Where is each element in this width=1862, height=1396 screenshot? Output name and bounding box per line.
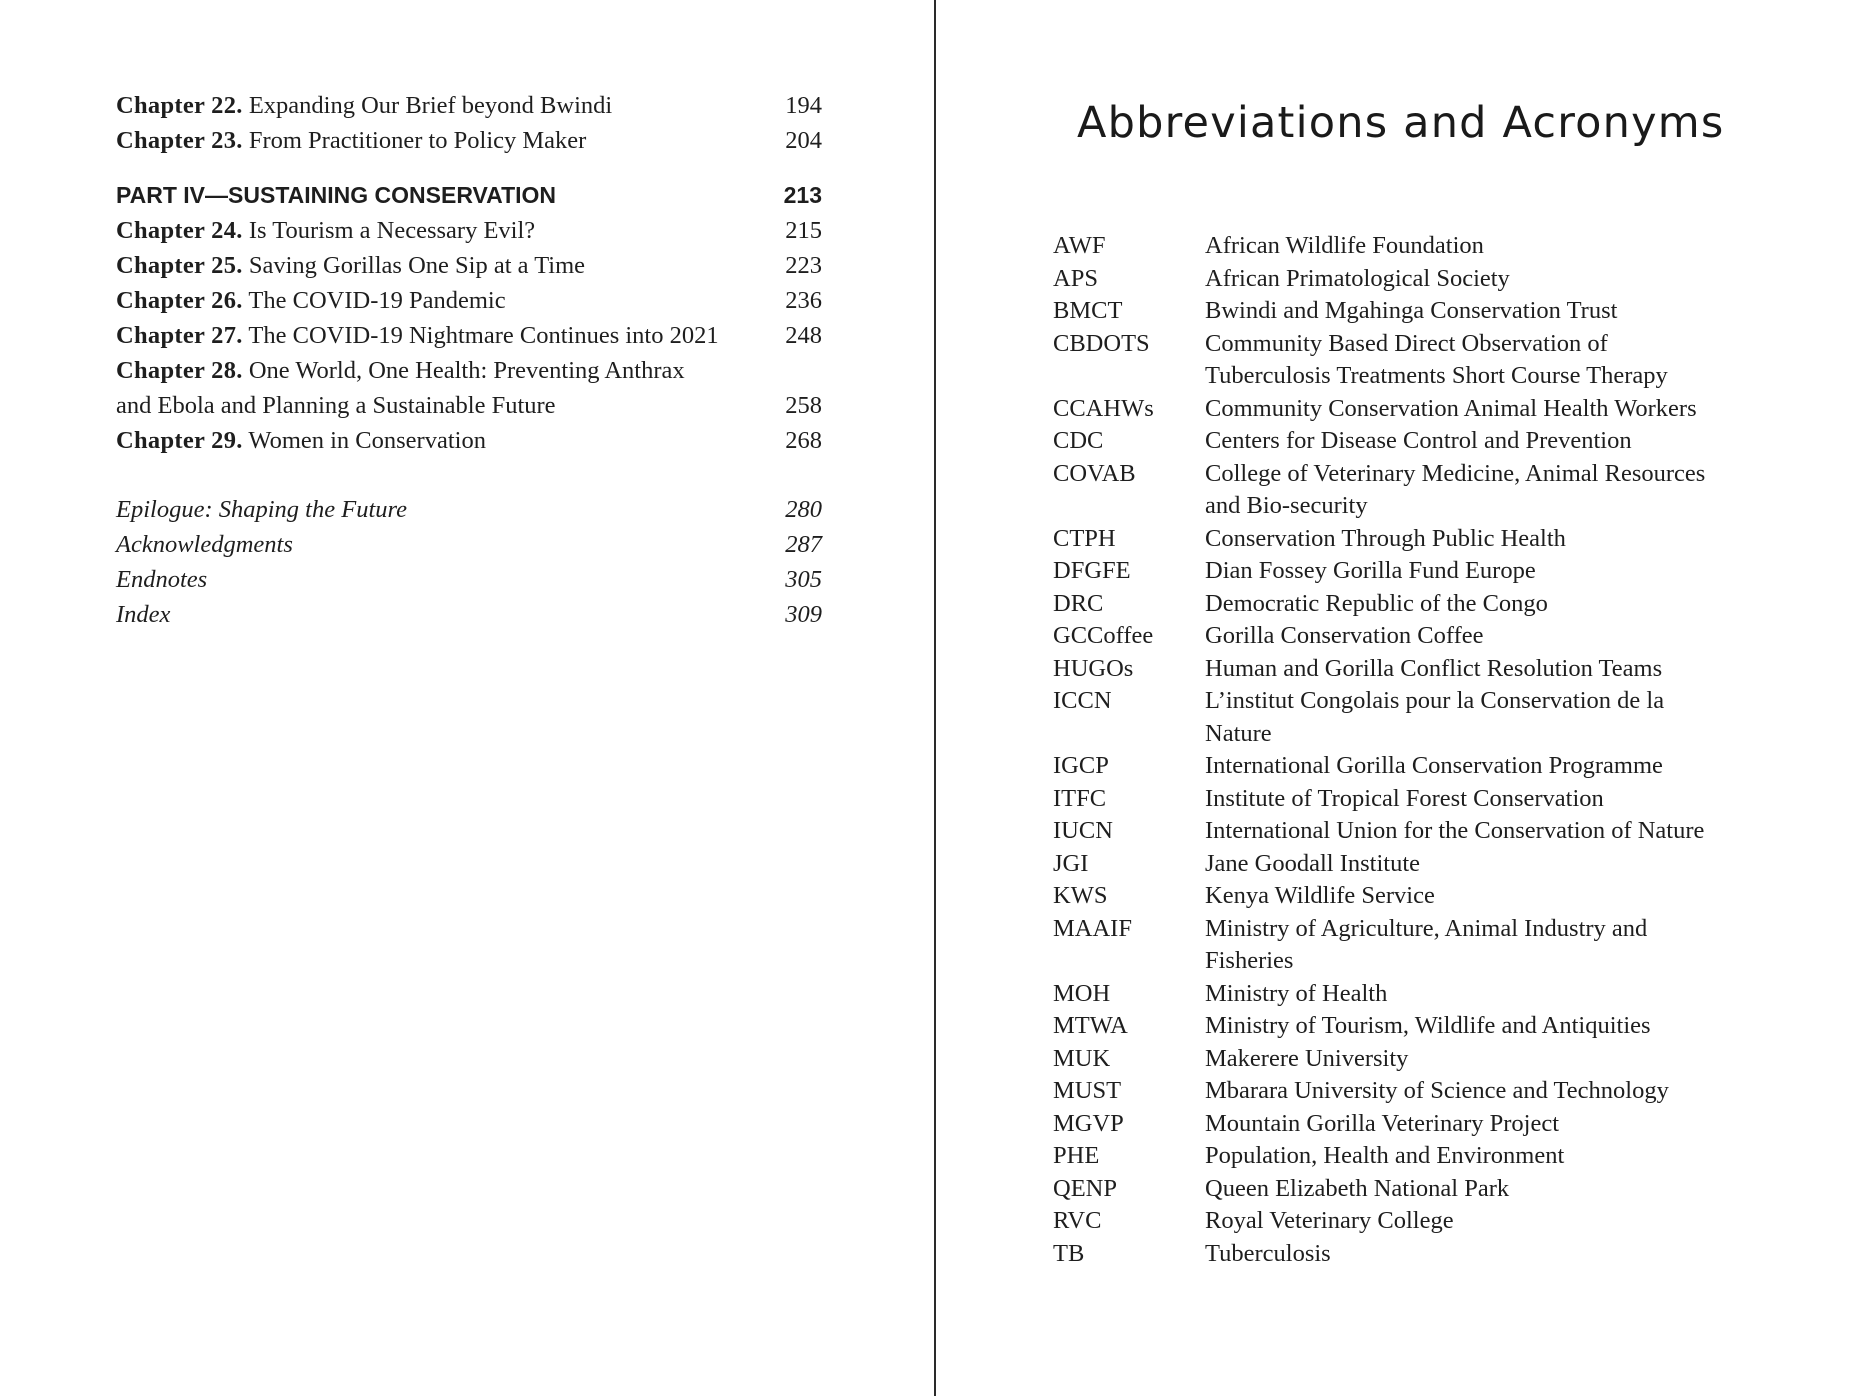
toc-entry-chapter-27[interactable] bbox=[116, 318, 822, 353]
chapter-title: Women in Conservation bbox=[248, 427, 486, 454]
abbreviation-code: APS bbox=[1053, 264, 1098, 292]
abbreviation-meaning: Ministry of Health bbox=[1205, 979, 1388, 1007]
page-number: 236 bbox=[785, 287, 822, 314]
abbreviation-meaning-continued: and Bio-security bbox=[1205, 492, 1368, 519]
toc-entry-chapter-28-continued[interactable] bbox=[116, 388, 822, 423]
chapter-label: Chapter 25. bbox=[116, 252, 243, 279]
abbreviation-row bbox=[1053, 425, 1843, 458]
abbreviation-row bbox=[1053, 1108, 1843, 1141]
abbreviation-meaning: Community Conservation Animal Health Workers bbox=[1205, 394, 1697, 422]
page-number: 215 bbox=[785, 217, 822, 244]
abbreviation-spacer bbox=[1053, 360, 1205, 393]
chapter-title-continued: and Ebola and Planning a Sustainable Future bbox=[116, 392, 556, 419]
abbreviation-meaning: Makerere University bbox=[1205, 1044, 1409, 1072]
abbreviation-meaning-continued: Fisheries bbox=[1205, 947, 1294, 974]
abbreviation-code: MGVP bbox=[1053, 1109, 1124, 1137]
abbreviation-meaning: L’institut Congolais pour la Conservation de la bbox=[1205, 687, 1665, 714]
page-number: 194 bbox=[785, 92, 822, 119]
abbreviation-meaning: Human and Gorilla Conflict Resolution Teams bbox=[1205, 654, 1663, 682]
abbreviation-meaning-continued: Nature bbox=[1205, 719, 1272, 747]
abbreviation-row bbox=[1053, 1043, 1843, 1076]
abbreviation-meaning: Institute of Tropical Forest Conservation bbox=[1205, 784, 1604, 812]
abbreviation-row bbox=[1053, 230, 1843, 263]
abbreviation-code: KWS bbox=[1053, 882, 1108, 909]
page-number: 309 bbox=[785, 601, 822, 628]
right-page bbox=[937, 0, 1862, 1396]
abbreviation-row bbox=[1053, 393, 1843, 426]
abbreviation-meaning: African Primatological Society bbox=[1205, 264, 1510, 292]
page-gutter-divider bbox=[934, 0, 936, 1396]
chapter-title: The COVID-19 Pandemic bbox=[248, 287, 506, 314]
abbreviation-row bbox=[1053, 263, 1843, 296]
abbreviation-code: CCAHWs bbox=[1053, 394, 1154, 422]
abbreviation-code: AWF bbox=[1053, 232, 1106, 259]
toc-entry-chapter-29[interactable] bbox=[116, 423, 822, 458]
abbreviation-spacer bbox=[1053, 945, 1205, 978]
page-number: 213 bbox=[783, 182, 822, 208]
abbreviation-row bbox=[1053, 295, 1843, 328]
abbreviation-meaning: Gorilla Conservation Coffee bbox=[1205, 622, 1484, 649]
abbreviation-meaning: International Gorilla Conservation Programme bbox=[1205, 752, 1663, 779]
page-number: 268 bbox=[785, 427, 822, 454]
part-title: PART IV—SUSTAINING CONSERVATION bbox=[116, 182, 557, 208]
abbreviation-row bbox=[1053, 1075, 1843, 1108]
abbreviation-row bbox=[1053, 815, 1843, 848]
abbreviation-row bbox=[1053, 783, 1843, 816]
abbreviation-code: DRC bbox=[1053, 589, 1104, 617]
abbreviation-row bbox=[1053, 880, 1843, 913]
abbreviation-meaning: Mountain Gorilla Veterinary Project bbox=[1205, 1109, 1560, 1137]
chapter-label: Chapter 26. bbox=[116, 287, 243, 314]
toc-entry-index[interactable] bbox=[116, 597, 822, 632]
toc-entry-epilogue[interactable] bbox=[116, 492, 822, 527]
abbreviation-row bbox=[1053, 555, 1843, 588]
abbreviation-code: BMCT bbox=[1053, 297, 1123, 324]
abbreviation-row bbox=[1053, 1238, 1843, 1271]
page-number: 280 bbox=[785, 496, 822, 523]
abbreviation-code: ITFC bbox=[1053, 784, 1107, 812]
abbreviation-meaning: Mbarara University of Science and Technology bbox=[1205, 1077, 1669, 1104]
abbreviation-meaning: African Wildlife Foundation bbox=[1205, 232, 1484, 259]
abbreviation-meaning: Ministry of Agriculture, Animal Industry and bbox=[1205, 914, 1648, 942]
toc-entry-chapter-26[interactable] bbox=[116, 283, 822, 318]
abbreviation-row bbox=[1053, 750, 1843, 783]
abbreviation-meaning: Bwindi and Mgahinga Conservation Trust bbox=[1205, 297, 1618, 324]
toc-entry-chapter-25[interactable] bbox=[116, 248, 822, 283]
abbreviation-code: CBDOTS bbox=[1053, 329, 1150, 357]
abbreviation-code: DFGFE bbox=[1053, 557, 1131, 584]
abbreviation-code: MUST bbox=[1053, 1077, 1122, 1104]
abbreviation-code: MOH bbox=[1053, 979, 1111, 1007]
toc-entry-acknowledgments[interactable] bbox=[116, 527, 822, 562]
abbreviation-row bbox=[1053, 685, 1843, 750]
abbreviation-row bbox=[1053, 1010, 1843, 1043]
chapter-title: Is Tourism a Necessary Evil? bbox=[248, 217, 536, 244]
chapter-label: Chapter 29. bbox=[116, 427, 243, 454]
abbreviation-row bbox=[1053, 458, 1843, 523]
chapter-label: Chapter 27. bbox=[116, 322, 243, 349]
page-number: 287 bbox=[785, 531, 822, 558]
page-number: 248 bbox=[785, 322, 822, 349]
entry-title: Index bbox=[116, 601, 171, 628]
abbreviation-meaning: Population, Health and Environment bbox=[1205, 1142, 1565, 1169]
abbreviation-code: ICCN bbox=[1053, 687, 1112, 714]
chapter-label: Chapter 23. bbox=[116, 127, 243, 154]
abbreviation-row bbox=[1053, 653, 1843, 686]
abbreviation-code: MUK bbox=[1053, 1044, 1111, 1072]
abbreviation-meaning: Dian Fossey Gorilla Fund Europe bbox=[1205, 557, 1536, 584]
abbreviation-meaning: Conservation Through Public Health bbox=[1205, 524, 1566, 552]
abbreviation-row bbox=[1053, 588, 1843, 621]
abbreviation-code: IUCN bbox=[1053, 817, 1113, 844]
chapter-title: The COVID-19 Nightmare Continues into 2021 bbox=[248, 322, 719, 349]
abbreviation-spacer bbox=[1053, 718, 1205, 751]
page-number: 258 bbox=[785, 392, 822, 419]
abbreviation-code: JGI bbox=[1053, 849, 1089, 877]
table-of-contents bbox=[116, 88, 822, 632]
abbreviation-list bbox=[1053, 230, 1843, 1270]
abbreviation-code: MTWA bbox=[1053, 1012, 1128, 1039]
abbreviation-row bbox=[1053, 1205, 1843, 1238]
entry-title: Acknowledgments bbox=[116, 531, 293, 558]
abbreviation-code: CDC bbox=[1053, 427, 1104, 454]
toc-entry-chapter-23[interactable] bbox=[116, 123, 822, 158]
abbreviation-meaning: College of Veterinary Medicine, Animal Resources bbox=[1205, 459, 1706, 487]
abbreviation-row bbox=[1053, 328, 1843, 393]
abbreviation-meaning-continued: Tuberculosis Treatments Short Course Therapy bbox=[1205, 362, 1668, 389]
abbreviation-row bbox=[1053, 1140, 1843, 1173]
abbreviation-row bbox=[1053, 848, 1843, 881]
toc-entry-chapter-24[interactable] bbox=[116, 213, 822, 248]
entry-title: Endnotes bbox=[116, 566, 208, 593]
chapter-label: Chapter 28. bbox=[116, 357, 243, 384]
chapter-title: One World, One Health: Preventing Anthrax bbox=[248, 357, 685, 384]
back-matter-group bbox=[116, 492, 822, 632]
abbreviation-spacer bbox=[1053, 490, 1205, 523]
abbreviation-row bbox=[1053, 1173, 1843, 1206]
chapter-title: From Practitioner to Policy Maker bbox=[248, 127, 587, 154]
page-title: Abbreviations and Acronyms bbox=[1077, 98, 1725, 148]
abbreviation-code: CTPH bbox=[1053, 524, 1116, 552]
abbreviation-row bbox=[1053, 523, 1843, 556]
abbreviation-code: RVC bbox=[1053, 1207, 1102, 1234]
abbreviation-meaning: Centers for Disease Control and Prevention bbox=[1205, 427, 1632, 454]
toc-entry-endnotes[interactable] bbox=[116, 562, 822, 597]
abbreviation-code: GCCoffee bbox=[1053, 622, 1154, 649]
abbreviation-code: IGCP bbox=[1053, 752, 1109, 779]
abbreviation-code: HUGOs bbox=[1053, 654, 1134, 682]
abbreviation-meaning: Ministry of Tourism, Wildlife and Antiquities bbox=[1205, 1012, 1651, 1039]
abbreviation-meaning: Jane Goodall Institute bbox=[1205, 849, 1421, 877]
abbreviation-meaning: Democratic Republic of the Congo bbox=[1205, 589, 1548, 617]
abbreviation-row bbox=[1053, 620, 1843, 653]
toc-entry-chapter-28[interactable] bbox=[116, 353, 822, 388]
abbreviation-code: MAAIF bbox=[1053, 914, 1132, 942]
chapter-title: Saving Gorillas One Sip at a Time bbox=[248, 252, 586, 279]
abbreviation-meaning: Royal Veterinary College bbox=[1205, 1207, 1454, 1234]
abbreviation-meaning: Community Based Direct Observation of bbox=[1205, 329, 1608, 357]
page-number: 305 bbox=[785, 566, 822, 593]
chapter-label: Chapter 22. bbox=[116, 92, 243, 119]
abbreviation-meaning: Kenya Wildlife Service bbox=[1205, 882, 1435, 909]
abbreviation-code: TB bbox=[1053, 1239, 1085, 1267]
chapter-label: Chapter 24. bbox=[116, 217, 243, 244]
chapter-title: Expanding Our Brief beyond Bwindi bbox=[248, 92, 613, 119]
page-number: 204 bbox=[785, 127, 822, 154]
abbreviation-code: COVAB bbox=[1053, 459, 1136, 487]
abbreviation-code: PHE bbox=[1053, 1142, 1100, 1169]
abbreviation-row bbox=[1053, 978, 1843, 1011]
entry-title: Epilogue: Shaping the Future bbox=[116, 496, 407, 523]
toc-part-heading[interactable] bbox=[116, 178, 822, 213]
abbreviation-code: QENP bbox=[1053, 1174, 1117, 1202]
abbreviation-meaning: International Union for the Conservation of Nature bbox=[1205, 817, 1705, 844]
abbreviation-meaning: Queen Elizabeth National Park bbox=[1205, 1174, 1510, 1202]
abbreviation-meaning: Tuberculosis bbox=[1205, 1239, 1331, 1267]
page-number: 223 bbox=[785, 252, 822, 279]
abbreviation-row bbox=[1053, 913, 1843, 978]
toc-entry-chapter-22[interactable] bbox=[116, 88, 822, 123]
